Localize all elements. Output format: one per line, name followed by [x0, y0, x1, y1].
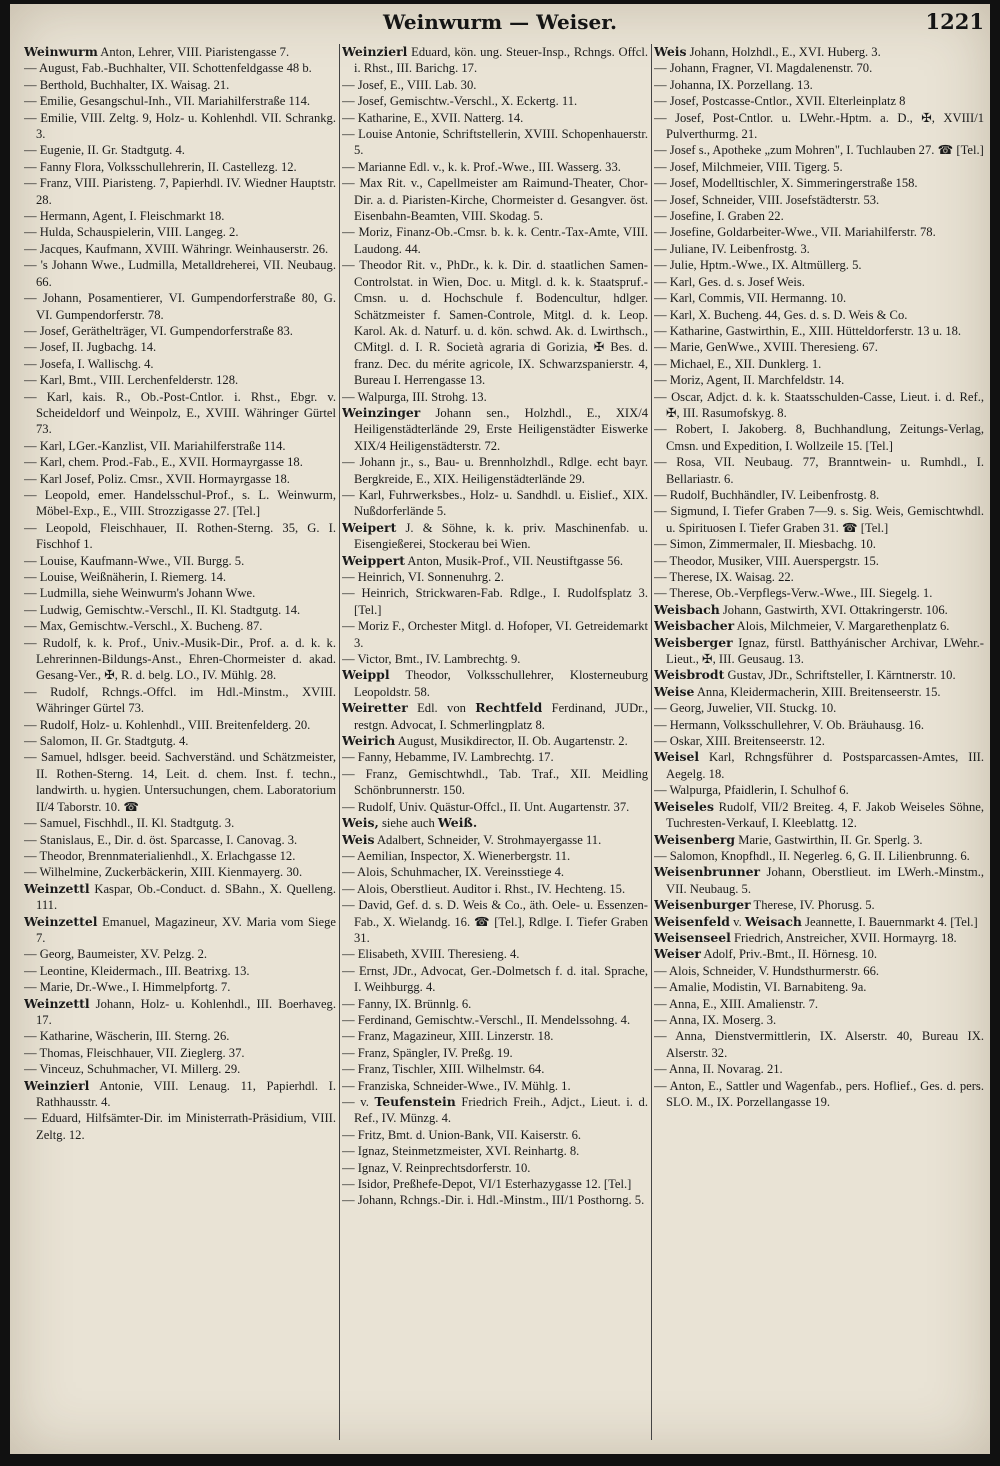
- directory-entry: — Julie, Hptm.-Wwe., IX. Altmüllerg. 5.: [654, 258, 862, 273]
- column-divider: [339, 44, 340, 1440]
- directory-entry: Weise Anna, Kleidermacherin, XIII. Breitenseerstr. 15.: [654, 683, 941, 699]
- directory-entry: — Eugenie, II. Gr. Stadtgutg. 4.: [24, 143, 185, 158]
- directory-entry: — Sigmund, I. Tiefer Graben 7—9. s. Sig. Weis, Gemischtwhdl. u. Spirituosen I. Tiefer Graben 31. ☎ [Tel.]: [654, 504, 984, 535]
- directory-entry: — Josefa, I. Wallischg. 4.: [24, 356, 154, 371]
- directory-entry: — Therese, IX. Waisag. 22.: [654, 570, 794, 584]
- directory-entry: — Amalie, Modistin, VI. Barnabiteng. 9a.: [654, 980, 867, 995]
- directory-entry: — Max, Gemischtw.-Verschl., X. Bucheng. 87.: [24, 619, 263, 634]
- directory-entry: — Elisabeth, XVIII. Theresieng. 4.: [342, 947, 520, 962]
- directory-entry: — Ludwig, Gemischtw.-Verschl., II. Kl. Stadtgutg. 14.: [24, 602, 301, 617]
- directory-entry: Weinzettel Emanuel, Magazineur, XV. Maria vom Siege 7.: [24, 913, 336, 945]
- directory-entry: — Karl, Fuhrwerksbes., Holz- u. Sandhdl. u. Eislief., XIX. Nußdorferlände 5.: [342, 487, 648, 519]
- directory-entry: — Katharine, Gastwirthin, E., XIII. Hütteldorferstr. 13 u. 18.: [654, 323, 962, 338]
- directory-entry: Weisbach Johann, Gastwirth, XVI. Ottakringerstr. 106.: [654, 601, 948, 617]
- directory-entry: — Johann jr., s., Bau- u. Brennholzhdl., Rdlge. echt bayr. Bergkreide, E., XIX. Heiligenstädterlände 29.: [342, 455, 648, 486]
- directory-entry: Weisenfeld v. Weisach Jeannette, I. Bauernmarkt 4. [Tel.]: [654, 913, 978, 929]
- directory-entry: — Josef, Post-Cntlor. u. LWehr.-Hptm. a. D., ✠, XVIII/1 Pulverthurmg. 21.: [654, 110, 984, 142]
- directory-entry: — Josef, Geräthelträger, VI. Gumpendorferstraße 83.: [24, 323, 293, 338]
- directory-entry: — Victor, Bmt., IV. Lambrechtg. 9.: [342, 652, 521, 667]
- directory-entry: — Josef, Schneider, VIII. Josefstädterstr. 53.: [654, 192, 880, 207]
- directory-entry: — Fanny Flora, Volksschullehrerin, II. Castellezg. 12.: [24, 159, 297, 174]
- directory-entry: — Emilie, Gesangschul-Inh., VII. Mariahilferstraße 114.: [24, 94, 311, 109]
- directory-entry: Weiser Adolf, Priv.-Bmt., II. Hörnesg. 10.: [654, 946, 878, 962]
- directory-entry: — Johanna, IX. Porzellang. 13.: [654, 77, 813, 92]
- directory-entry: — Walpurga, Pfaidlerin, I. Schulhof 6.: [654, 783, 849, 798]
- directory-entry: — Oskar, XIII. Breitenseerstr. 12.: [654, 734, 825, 749]
- directory-entry: — Rudolf, Holz- u. Kohlenhdl., VIII. Breitenfelderg. 20.: [24, 717, 311, 732]
- directory-entry: — Aemilian, Inspector, X. Wienerbergstr. 11.: [342, 848, 571, 863]
- directory-entry: — Leontine, Kleidermach., III. Beatrixg. 13.: [24, 963, 250, 978]
- directory-entry: — Josef s., Apotheke „zum Mohren", I. Tuchlauben 27. ☎ [Tel.]: [654, 143, 984, 158]
- directory-entry: — Karl, chem. Prod.-Fab., E., XVII. Hormayrgasse 18.: [24, 455, 303, 470]
- directory-entry: Weisenbrunner Johann, Oberstlieut. im LWerh.-Minstm., VII. Neubaug. 5.: [654, 864, 984, 896]
- directory-entry: — Hermann, Volksschullehrer, V. Ob. Bräuhausg. 16.: [654, 717, 925, 732]
- directory-column-2: [342, 44, 648, 1444]
- directory-entry: — Louise Antonie, Schriftstellerin, XVIII. Schopenhauerstr. 5.: [342, 127, 648, 158]
- directory-entry: Weis Adalbert, Schneider, V. Strohmayergasse 11.: [342, 831, 602, 847]
- directory-entry: Weiseles Rudolf, VII/2 Breiteg. 4, F. Jakob Weiseles Söhne, Tuchresten-Verkauf, I. Kleeblattg. 12.: [654, 798, 984, 831]
- directory-entry: — Simon, Zimmermaler, II. Miesbachg. 10.: [654, 537, 876, 552]
- directory-entry: — Moriz, Agent, II. Marchfeldstr. 14.: [654, 373, 845, 388]
- directory-entry: — Anna, IX. Moserg. 3.: [654, 1012, 777, 1027]
- running-head: [10, 6, 990, 36]
- directory-entry: Weippert Anton, Musik-Prof., VII. Neustiftgasse 56.: [342, 552, 624, 568]
- directory-entry: — Moriz, Finanz-Ob.-Cmsr. b. k. k. Centr.-Tax-Amte, VIII. Laudong. 44.: [342, 225, 648, 256]
- directory-entry: Weinzettl Johann, Holz- u. Kohlenhdl., III. Boerhaveg. 17.: [24, 995, 336, 1027]
- directory-entry: — Vinceuz, Schuhmacher, VI. Millerg. 29.: [24, 1062, 241, 1077]
- directory-entry: — Franz, Gemischtwhdl., Tab. Traf., XII. Meidling Schönbrunnerstr. 150.: [342, 766, 648, 798]
- directory-entry: Weisbacher Alois, Milchmeier, V. Margarethenplatz 6.: [654, 618, 950, 634]
- directory-entry: — Josef, E., VIII. Lab. 30.: [342, 77, 477, 92]
- directory-entry: Weinzierl Eduard, kön. ung. Steuer-Insp., Rchngs. Offcl. i. Rhst., III. Barichg. 17.: [342, 44, 648, 76]
- directory-entry: — Alois, Oberstlieut. Auditor i. Rhst., IV. Hechteng. 15.: [342, 881, 626, 896]
- directory-entry: — Georg, Baumeister, XV. Pelzg. 2.: [24, 947, 208, 962]
- directory-entry: — Josef, Modelltischler, X. Simmeringerstraße 158.: [654, 176, 918, 191]
- directory-entry: Weipert J. & Söhne, k. k. priv. Maschinenfab. u. Eisengießerei, Stockerau bei Wien.: [342, 519, 648, 552]
- directory-entry: — Leopold, emer. Handelsschul-Prof., s. L. Weinwurm, Möbel-Exp., E., VIII. Strozzigasse 27. [Tel.]: [24, 487, 336, 519]
- directory-entry: — Josefine, I. Graben 22.: [654, 209, 784, 224]
- directory-entry: — Marie, GenWwe., XVIII. Theresieng. 67.: [654, 340, 878, 355]
- directory-entry: — Anna, Dienstvermittlerin, IX. Alserstr. 40, Bureau IX. Alserstr. 32.: [654, 1029, 984, 1060]
- directory-entry: — Ignaz, V. Reinprechtsdorferstr. 10.: [342, 1160, 531, 1175]
- directory-entry: — Leopold, Fleischhauer, II. Rothen-Sterng. 35, G. I. Fischhof 1.: [24, 520, 336, 552]
- directory-entry: — Salomon, Knopfhdl., II. Negerleg. 6, G. II. Lilienbrunng. 6.: [654, 848, 970, 863]
- directory-entry: — Rosa, VII. Neubaug. 77, Branntwein- u. Rumhdl., I. Bellariastr. 6.: [654, 455, 984, 486]
- directory-entry: — Heinrich, Strickwaren-Fab. Rdlge., I. Rudolfsplatz 3. [Tel.]: [342, 586, 648, 617]
- directory-entry: — Franz, Spängler, IV. Preßg. 19.: [342, 1045, 513, 1060]
- directory-entry: — Katharine, Wäscherin, III. Sterng. 26.: [24, 1029, 230, 1044]
- directory-entry: — Johann, Fragner, VI. Magdalenenstr. 70.: [654, 61, 873, 76]
- directory-entry: — Karl, Ges. d. s. Josef Weis.: [654, 274, 805, 289]
- directory-entry: Weiretter Edl. von Rechtfeld Ferdinand, JUDr., restgn. Advocat, I. Schmerlingplatz 8.: [342, 700, 648, 732]
- directory-entry: Weinwurm Anton, Lehrer, VIII. Piaristengasse 7.: [24, 44, 290, 59]
- directory-entry: — Karl Josef, Poliz. Cmsr., XVII. Hormayrgasse 18.: [24, 471, 290, 486]
- directory-entry: — Karl, kais. R., Ob.-Post-Cntlor. i. Rhst., Ebgr. v. Scheideldorf und Weinpolz, E., XVIII. Währinger Gürtel 73.: [24, 389, 336, 437]
- directory-entry: — Ferdinand, Gemischtw.-Verschl., II. Mendelssohng. 4.: [342, 1012, 631, 1027]
- directory-entry: — Louise, Weißnäherin, I. Riemerg. 14.: [24, 570, 227, 584]
- directory-entry: — v. Teufenstein Friedrich Freih., Adjct., Lieut. i. d. Ref., IV. Münzg. 4.: [342, 1094, 648, 1126]
- directory-entry: — Hermann, Agent, I. Fleischmarkt 18.: [24, 209, 225, 224]
- directory-entry: — 's Johann Wwe., Ludmilla, Metalldreherei, VII. Neubaug. 66.: [24, 258, 336, 289]
- directory-entry: — Josef, Gemischtw.-Verschl., X. Eckertg. 11.: [342, 94, 578, 109]
- directory-entry: Weinzettl Kaspar, Ob.-Conduct. d. SBahn., X. Quelleng. 111.: [24, 880, 336, 913]
- directory-entry: — Berthold, Buchhalter, IX. Waisag. 21.: [24, 77, 230, 92]
- directory-entry: — Fanny, IX. Brünnlg. 6.: [342, 996, 472, 1011]
- directory-entry: — Isidor, Preßhefe-Depot, VI/1 Esterhazygasse 12. [Tel.]: [342, 1177, 632, 1192]
- directory-entry: — Josef, Milchmeier, VIII. Tigerg. 5.: [654, 159, 843, 174]
- directory-entry: — Walpurga, III. Strohg. 13.: [342, 389, 487, 404]
- directory-entry: — Heinrich, VI. Sonnenuhrg. 2.: [342, 570, 504, 584]
- directory-entry: — Salomon, II. Gr. Stadtgutg. 4.: [24, 734, 189, 749]
- page-number: 1221: [925, 9, 984, 34]
- column-divider: [651, 44, 652, 1440]
- directory-entry: — Jacques, Kaufmann, XVIII. Währingr. Weinhauserstr. 26.: [24, 241, 329, 256]
- directory-entry: — Alois, Schneider, V. Hundsthurmerstr. 66.: [654, 963, 880, 978]
- directory-entry: — Georg, Juwelier, VII. Stuckg. 10.: [654, 701, 837, 716]
- directory-entry: — Ludmilla, siehe Weinwurm's Johann Wwe.: [24, 586, 256, 601]
- directory-page: [10, 4, 990, 1454]
- page-title: Weinwurm — Weiser.: [383, 10, 617, 34]
- directory-entry: — Josefine, Goldarbeiter-Wwe., VII. Mariahilferstr. 78.: [654, 225, 936, 240]
- directory-entry: — Louise, Kaufmann-Wwe., VII. Burgg. 5.: [24, 553, 245, 568]
- directory-entry: — Hulda, Schauspielerin, VIII. Langeg. 2.: [24, 225, 239, 240]
- directory-entry: — Karl, Bmt., VIII. Lerchenfelderstr. 128.: [24, 373, 239, 388]
- directory-entry: — Karl, LGer.-Kanzlist, VII. Mariahilferstraße 114.: [24, 438, 286, 453]
- directory-entry: — Franz, VIII. Piaristeng. 7, Papierhdl. IV. Wiedner Hauptstr. 28.: [24, 176, 336, 207]
- directory-entry: Weisberger Ignaz, fürstl. Batthyánischer Archivar, LWehr.-Lieut., ✠, III. Geusaug. 13.: [654, 634, 984, 667]
- directory-entry: Weippl Theodor, Volksschullehrer, Klosterneuburg Leopoldstr. 58.: [342, 667, 648, 699]
- directory-column-3: [654, 44, 984, 1444]
- directory-entry: — Fritz, Bmt. d. Union-Bank, VII. Kaiserstr. 6.: [342, 1127, 582, 1142]
- directory-entry: Weis, siehe auch Weiß.: [342, 815, 478, 831]
- directory-entry: Weirich August, Musikdirector, II. Ob. Augartenstr. 2.: [342, 733, 628, 749]
- directory-entry: — Rudolf, Univ. Quästur-Offcl., II. Unt. Augartenstr. 37.: [342, 799, 630, 814]
- directory-entry: Weinzinger Johann sen., Holzhdl., E., XIX/4 Heiligenstädterlände 29, Erste Heiligenstädter Eiswerke XIX/4 Heiligenstädterstr. 72.: [342, 404, 648, 453]
- directory-entry: — Thomas, Fleischhauer, VII. Zieglerg. 37.: [24, 1045, 245, 1060]
- directory-entry: — David, Gef. d. s. D. Weis & Co., äth. Oele- u. Essenzen-Fab., X. Wielandg. 16. ☎ [Tel.], Rdlge. I. Tiefer Graben 31.: [342, 898, 648, 945]
- directory-entry: — Franz, Magazineur, XIII. Linzerstr. 18.: [342, 1029, 554, 1044]
- directory-entry: — Samuel, Fischhdl., II. Kl. Stadtgutg. 3.: [24, 816, 235, 831]
- directory-entry: Weinzierl Antonie, VIII. Lenaug. 11, Papierhdl. I. Rathhausstr. 4.: [24, 1077, 336, 1109]
- directory-entry: — Oscar, Adjct. d. k. k. Staatsschulden-Casse, Lieut. i. d. Ref., ✠, III. Rasumofskyg. 8.: [654, 389, 984, 420]
- directory-entry: — Anna, II. Novarag. 21.: [654, 1062, 783, 1077]
- directory-entry: — Theodor, Brennmaterialienhdl., X. Erlachgasse 12.: [24, 848, 296, 863]
- directory-entry: — Josef, II. Jugbachg. 14.: [24, 340, 157, 355]
- directory-entry: — Johann, Posamentierer, VI. Gumpendorferstraße 80, G. VI. Gumpendorferstr. 78.: [24, 291, 336, 322]
- directory-entry: — Therese, Ob.-Verpflegs-Verw.-Wwe., III. Siegelg. 1.: [654, 586, 933, 601]
- directory-entry: — Emilie, VIII. Zeltg. 9, Holz- u. Kohlenhdl. VII. Schrankg. 3.: [24, 110, 336, 142]
- directory-entry: — Eduard, Hilfsämter-Dir. im Ministerrath-Präsidium, VIII. Zeltg. 12.: [24, 1111, 336, 1142]
- directory-entry: — Michael, E., XII. Dunklerg. 1.: [654, 356, 822, 371]
- directory-entry: — Samuel, hdlsger. beeid. Sachverständ. und Schätzmeister, II. Rothen-Sterng. 14, Leit. d. chem. Inst. f. techn., landwirth. u. hygien. Untersuchungen, chem. Laboratorium II/4 Taborstr. 10. ☎: [24, 750, 336, 814]
- directory-entry: Weisenberg Marie, Gastwirthin, II. Gr. Sperlg. 3.: [654, 831, 923, 847]
- directory-entry: — Ignaz, Steinmetzmeister, XVI. Reinhartg. 8.: [342, 1144, 580, 1159]
- directory-entry: — Karl, X. Bucheng. 44, Ges. d. s. D. Weis & Co.: [654, 307, 908, 322]
- directory-entry: — Franziska, Schneider-Wwe., IV. Mühlg. 1.: [342, 1078, 571, 1093]
- directory-entry: — Alois, Schuhmacher, IX. Vereinsstiege 4.: [342, 865, 565, 880]
- directory-entry: Weisenseel Friedrich, Anstreicher, XVII. Hormayrg. 18.: [654, 929, 957, 945]
- directory-entry: Weis Johann, Holzhdl., E., XVI. Huberg. 3.: [654, 44, 881, 59]
- directory-entry: — Karl, Commis, VII. Hermanng. 10.: [654, 291, 847, 306]
- directory-entry: — Marianne Edl. v., k. k. Prof.-Wwe., III. Wasserg. 33.: [342, 159, 621, 174]
- directory-entry: — Rudolf, Buchhändler, IV. Leibenfrostg. 8.: [654, 487, 880, 502]
- directory-entry: — Theodor, Musiker, VIII. Auerspergstr. 15.: [654, 553, 879, 568]
- directory-entry: — Wilhelmine, Zuckerbäckerin, XIII. Kienmayerg. 30.: [24, 865, 303, 880]
- directory-entry: — Marie, Dr.-Wwe., I. Himmelpfortg. 7.: [24, 980, 231, 995]
- directory-entry: — Franz, Tischler, XIII. Wilhelmstr. 64.: [342, 1062, 545, 1077]
- directory-entry: — Anna, E., XIII. Amalienstr. 7.: [654, 996, 819, 1011]
- directory-entry: — Johann, Rchngs.-Dir. i. Hdl.-Minstm., III/1 Posthorng. 5.: [342, 1193, 645, 1208]
- directory-entry: Weisenburger Therese, IV. Phorusg. 5.: [654, 897, 875, 913]
- directory-entry: — Robert, I. Jakoberg. 8, Buchhandlung, Zeitungs-Verlag, Cmsn. und Expedition, I. Wollzeile 15. [Tel.]: [654, 422, 984, 453]
- directory-entry: — Moriz F., Orchester Mitgl. d. Hofoper, VI. Getreidemarkt 3.: [342, 619, 648, 650]
- directory-entry: — Theodor Rit. v., PhDr., k. k. Dir. d. staatlichen Samen-Controlstat. in Wien, Doc. u. Mitgl. d. k. k. Staatspruf.-Cmsn. u. d. Hochschule f. Bodencultur, hdlger. Schätzmeister f. Samen-Controle, Mitgl. d. k. Leop. Karol. Ak. d. Naturf. u. d. kön. schwd. Ak. d. Lwirthsch., CMitgl. d. I. R. Società agraria di Gorizia, ✠ Bes. d. franz. Dec. du mérite agricole, IX. Schwarzspanierstr. 4, Bureau I. Herrengasse 13.: [342, 258, 648, 388]
- directory-entry: — Rudolf, Rchngs.-Offcl. im Hdl.-Minstm., XVIII. Währinger Gürtel 73.: [24, 684, 336, 716]
- directory-entry: — Fanny, Hebamme, IV. Lambrechtg. 17.: [342, 750, 554, 765]
- directory-column-1: [24, 44, 336, 1444]
- directory-entry: — Josef, Postcasse-Cntlor., XVII. Elterleinplatz 8: [654, 94, 906, 109]
- directory-entry: — Max Rit. v., Capellmeister am Raimund-Theater, Chor-Dir. a. d. Piaristen-Kirche, Chormeister d. Gesangver. öst. Eisenbahn-Beamten, VIII. Skodag. 5.: [342, 176, 648, 224]
- directory-entry: — Katharine, E., XVII. Natterg. 14.: [342, 110, 524, 125]
- directory-entry: Weisel Karl, Rchngsführer d. Postsparcassen-Amtes, III. Aegelg. 18.: [654, 749, 984, 781]
- directory-entry: — Stanislaus, E., Dir. d. öst. Sparcasse, I. Canovag. 3.: [24, 832, 298, 847]
- directory-entry: Weisbrodt Gustav, JDr., Schriftsteller, I. Kärntnerstr. 10.: [654, 667, 956, 683]
- directory-entry: — August, Fab.-Buchhalter, VII. Schottenfeldgasse 48 b.: [24, 61, 312, 76]
- directory-entry: — Ernst, JDr., Advocat, Ger.-Dolmetsch f. d. ital. Sprache, I. Weihburgg. 4.: [342, 963, 648, 995]
- directory-entry: — Anton, E., Sattler und Wagenfab., pers. Hoflief., Ges. d. pers. SLO. M., IX. Porzellangasse 19.: [654, 1078, 984, 1109]
- directory-entry: — Rudolf, k. k. Prof., Univ.-Musik-Dir., Prof. a. d. k. k. Lehrerinnen-Bildungs-Anst., Ehren-Chormeister d. akad. Gesang-Ver., ✠, R. d. belg. LO., IV. Mühlg. 28.: [24, 635, 336, 683]
- directory-entry: — Juliane, IV. Leibenfrostg. 3.: [654, 241, 810, 256]
